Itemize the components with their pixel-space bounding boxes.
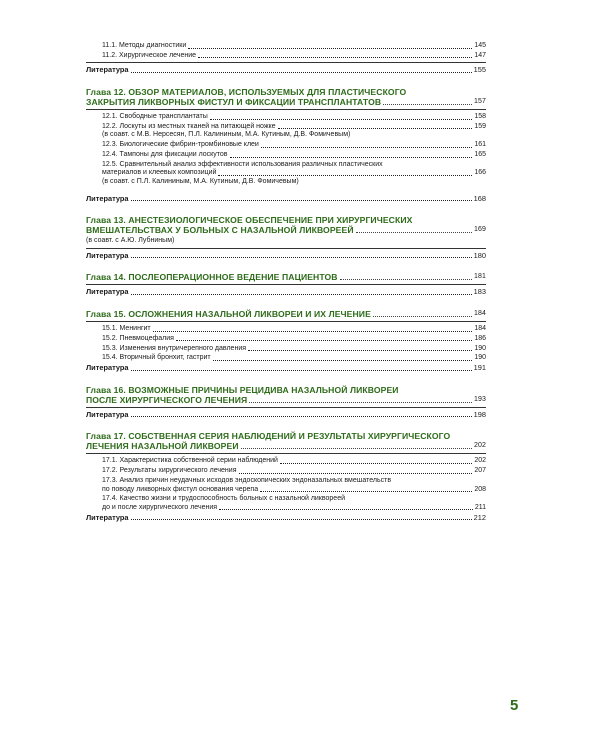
- toc-item-title: 15.1. Менингит: [102, 325, 151, 333]
- toc-item[interactable]: [86, 42, 486, 51]
- leader-dots: [218, 175, 472, 176]
- chapter-15: [86, 309, 486, 373]
- toc-item-page: 208: [474, 485, 486, 493]
- chapter-title-line2: ЛЕЧЕНИЯ НАЗАЛЬНОЙ ЛИКВОРЕИ: [86, 441, 239, 452]
- toc-item-title: материалов и клеевых композиций: [102, 169, 217, 177]
- leader-dots: [219, 509, 473, 510]
- toc-item-title: 15.2. Пневмоцефалия: [102, 334, 174, 342]
- page-number: 5: [510, 697, 519, 714]
- toc-item[interactable]: [86, 335, 486, 344]
- leader-dots: [131, 257, 472, 258]
- toc-item-title: до и после хирургического лечения: [102, 503, 218, 511]
- leader-dots: [210, 119, 473, 120]
- toc-item-title: 17.2. Результаты хирургического лечения: [102, 467, 237, 475]
- literature-page: 198: [473, 409, 486, 419]
- leader-dots: [249, 402, 472, 403]
- divider: [86, 453, 486, 454]
- literature-label: Литература: [86, 65, 129, 75]
- toc-item[interactable]: [86, 113, 486, 122]
- toc-item-page: 202: [474, 457, 486, 465]
- leader-dots: [260, 491, 472, 492]
- toc-item-title: 12.2. Лоскуты из местных тканей на питающей ножке: [102, 122, 276, 130]
- leader-dots: [261, 147, 472, 148]
- leader-dots: [131, 416, 472, 417]
- table-of-contents: [86, 42, 486, 522]
- literature-entry[interactable]: [86, 364, 486, 373]
- chapter-title-line2: ПОСЛЕ ХИРУРГИЧЕСКОГО ЛЕЧЕНИЯ: [86, 394, 248, 405]
- chapter-title[interactable]: [86, 385, 486, 405]
- leader-dots: [278, 128, 473, 129]
- chapter-title-line2: Глава 14. ПОСЛЕОПЕРАЦИОННОЕ ВЕДЕНИЕ ПАЦИЕНТОВ: [86, 272, 338, 283]
- divider: [86, 109, 486, 110]
- toc-item[interactable]: [86, 504, 486, 513]
- literature-entry[interactable]: [86, 514, 486, 523]
- toc-item[interactable]: [86, 123, 486, 132]
- literature-label: Литература: [86, 409, 129, 419]
- chapter-title[interactable]: [86, 215, 486, 235]
- divider: [86, 284, 486, 285]
- leader-dots: [131, 72, 472, 73]
- literature-label: Литература: [86, 193, 129, 203]
- toc-item[interactable]: [86, 141, 486, 150]
- toc-item[interactable]: [86, 354, 486, 363]
- divider: [86, 321, 486, 322]
- toc-item-page: 147: [474, 51, 486, 59]
- toc-item-page: 184: [474, 325, 486, 333]
- leader-dots: [239, 473, 473, 474]
- coauthor-note: (в соавт. с М.В. Нерсесян, П.Л. Калининым, М.А. Кутиным, Д.В. Фомичевым): [102, 131, 351, 139]
- literature-page: 191: [473, 363, 486, 373]
- toc-item-page: 145: [474, 42, 486, 49]
- leader-dots: [213, 360, 473, 361]
- toc-item[interactable]: [86, 457, 486, 466]
- leader-dots: [356, 232, 472, 233]
- leader-dots: [373, 316, 472, 317]
- literature-entry[interactable]: [86, 288, 486, 297]
- chapter-14: [86, 272, 486, 297]
- leader-dots: [131, 294, 472, 295]
- leader-dots: [131, 370, 472, 371]
- literature-label: Литература: [86, 512, 129, 522]
- leader-dots: [280, 463, 472, 464]
- leader-dots: [340, 279, 472, 280]
- literature-page: 212: [473, 512, 486, 522]
- chapter-page: 193: [474, 395, 486, 403]
- chapter-title-line2: Глава 15. ОСЛОЖНЕНИЯ НАЗАЛЬНОЙ ЛИКВОРЕИ И ИХ ЛЕЧЕНИЕ: [86, 309, 371, 320]
- coauthor-note: (в соавт. с А.Ю. Лубниным): [86, 237, 175, 245]
- coauthor-note: (в соавт. с П.Л. Калининым, М.А. Кутиным, Д.В. Фомичевым): [102, 177, 299, 185]
- literature-entry[interactable]: [86, 66, 486, 75]
- toc-item-title: 15.4. Вторичный бронхит, гастрит: [102, 354, 211, 362]
- literature-label: Литература: [86, 287, 129, 297]
- toc-item-title: 11.2. Хирургическое лечение: [102, 51, 197, 59]
- leader-dots: [153, 331, 473, 332]
- chapter-title[interactable]: [86, 87, 486, 107]
- chapter-13: [86, 215, 486, 260]
- toc-item[interactable]: [86, 345, 486, 354]
- chapter-title[interactable]: [86, 272, 486, 282]
- divider: [86, 407, 486, 408]
- literature-page: 180: [473, 250, 486, 260]
- leader-dots: [383, 104, 472, 105]
- toc-item-page: 165: [474, 150, 486, 158]
- toc-item-page: 159: [474, 122, 486, 130]
- toc-item[interactable]: [86, 151, 486, 160]
- toc-item-title: 17.1. Характеристика собственной серии наблюдений: [102, 457, 278, 465]
- leader-dots: [131, 519, 472, 520]
- toc-item-title: 11.1. Методы диагностики: [102, 42, 187, 49]
- toc-item-page: 161: [474, 141, 486, 149]
- chapter-title-line1: Глава 17. СОБСТВЕННАЯ СЕРИЯ НАБЛЮДЕНИЙ И РЕЗУЛЬТАТЫ ХИРУРГИЧЕСКОГО: [86, 431, 451, 442]
- toc-item-title-line1: 17.4. Качество жизни и трудоспособность больных с назальной ликвореей: [102, 495, 345, 503]
- section-11-tail: [86, 42, 486, 75]
- toc-item-title: 12.4. Тампоны для фиксации лоскутов: [102, 150, 228, 158]
- literature-entry[interactable]: [86, 195, 486, 204]
- literature-label: Литература: [86, 250, 129, 260]
- toc-item-title: по поводу ликворных фистул основания черепа: [102, 485, 259, 493]
- toc-item[interactable]: [86, 169, 486, 178]
- toc-item-title: 15.3. Изменения внутричерепного давления: [102, 344, 247, 352]
- chapter-title-line1: Глава 16. ВОЗМОЖНЫЕ ПРИЧИНЫ РЕЦИДИВА НАЗАЛЬНОЙ ЛИКВОРЕИ: [86, 384, 399, 395]
- leader-dots: [176, 340, 472, 341]
- chapter-page: 184: [474, 310, 486, 318]
- literature-entry[interactable]: [86, 252, 486, 261]
- toc-item-page: 166: [474, 169, 486, 177]
- chapter-title-line1: Глава 13. АНЕСТЕЗИОЛОГИЧЕСКОЕ ОБЕСПЕЧЕНИЕ ПРИ ХИРУРГИЧЕСКИХ: [86, 215, 413, 226]
- chapter-title[interactable]: [86, 309, 486, 319]
- toc-item[interactable]: [86, 467, 486, 476]
- toc-item[interactable]: [86, 52, 486, 61]
- literature-label: Литература: [86, 363, 129, 373]
- chapter-12: [86, 87, 486, 203]
- toc-item-page: 190: [474, 344, 486, 352]
- divider: [86, 62, 486, 63]
- toc-item-page: 190: [474, 354, 486, 362]
- chapter-page: 157: [474, 97, 486, 105]
- chapter-title-line2: ЗАКРЫТИЯ ЛИКВОРНЫХ ФИСТУЛ И ФИКСАЦИИ ТРАНСПЛАНТАТОВ: [86, 96, 382, 107]
- toc-item-page: 186: [474, 334, 486, 342]
- toc-item-title: 12.3. Биологические фибрин-тромбиновые клеи: [102, 141, 259, 149]
- divider: [86, 248, 486, 249]
- chapter-page: 169: [474, 226, 486, 234]
- leader-dots: [241, 448, 472, 449]
- toc-item-page: 207: [474, 467, 486, 475]
- literature-page: 168: [473, 193, 486, 203]
- chapter-title[interactable]: [86, 431, 486, 451]
- toc-item-title-line1: 12.5. Сравнительный анализ эффективности использования различных пластических: [102, 160, 383, 168]
- leader-dots: [230, 157, 473, 158]
- toc-item-page: 211: [474, 503, 486, 511]
- leader-dots: [131, 200, 472, 201]
- chapter-page: 181: [474, 273, 486, 281]
- chapter-17: [86, 431, 486, 522]
- chapter-16: [86, 385, 486, 420]
- leader-dots: [188, 48, 472, 49]
- toc-item[interactable]: [86, 486, 486, 495]
- literature-page: 183: [473, 287, 486, 297]
- toc-item-title-line1: 17.3. Анализ причин неудачных исходов эндоскопических эндоназальных вмешательств: [102, 476, 392, 484]
- chapter-title-line1: Глава 12. ОБЗОР МАТЕРИАЛОВ, ИСПОЛЬЗУЕМЫХ ДЛЯ ПЛАСТИЧЕСКОГО: [86, 86, 407, 97]
- leader-dots: [198, 57, 472, 58]
- leader-dots: [248, 350, 472, 351]
- literature-page: 155: [473, 65, 486, 75]
- toc-item-title: 12.1. Свободные трансплантаты: [102, 112, 208, 120]
- toc-item-page: 158: [474, 112, 486, 120]
- chapter-title-line2: ВМЕШАТЕЛЬСТВАХ У БОЛЬНЫХ С НАЗАЛЬНОЙ ЛИКВОРЕЕЙ: [86, 225, 354, 236]
- chapter-page: 202: [474, 442, 486, 450]
- literature-entry[interactable]: [86, 411, 486, 420]
- toc-item[interactable]: [86, 325, 486, 334]
